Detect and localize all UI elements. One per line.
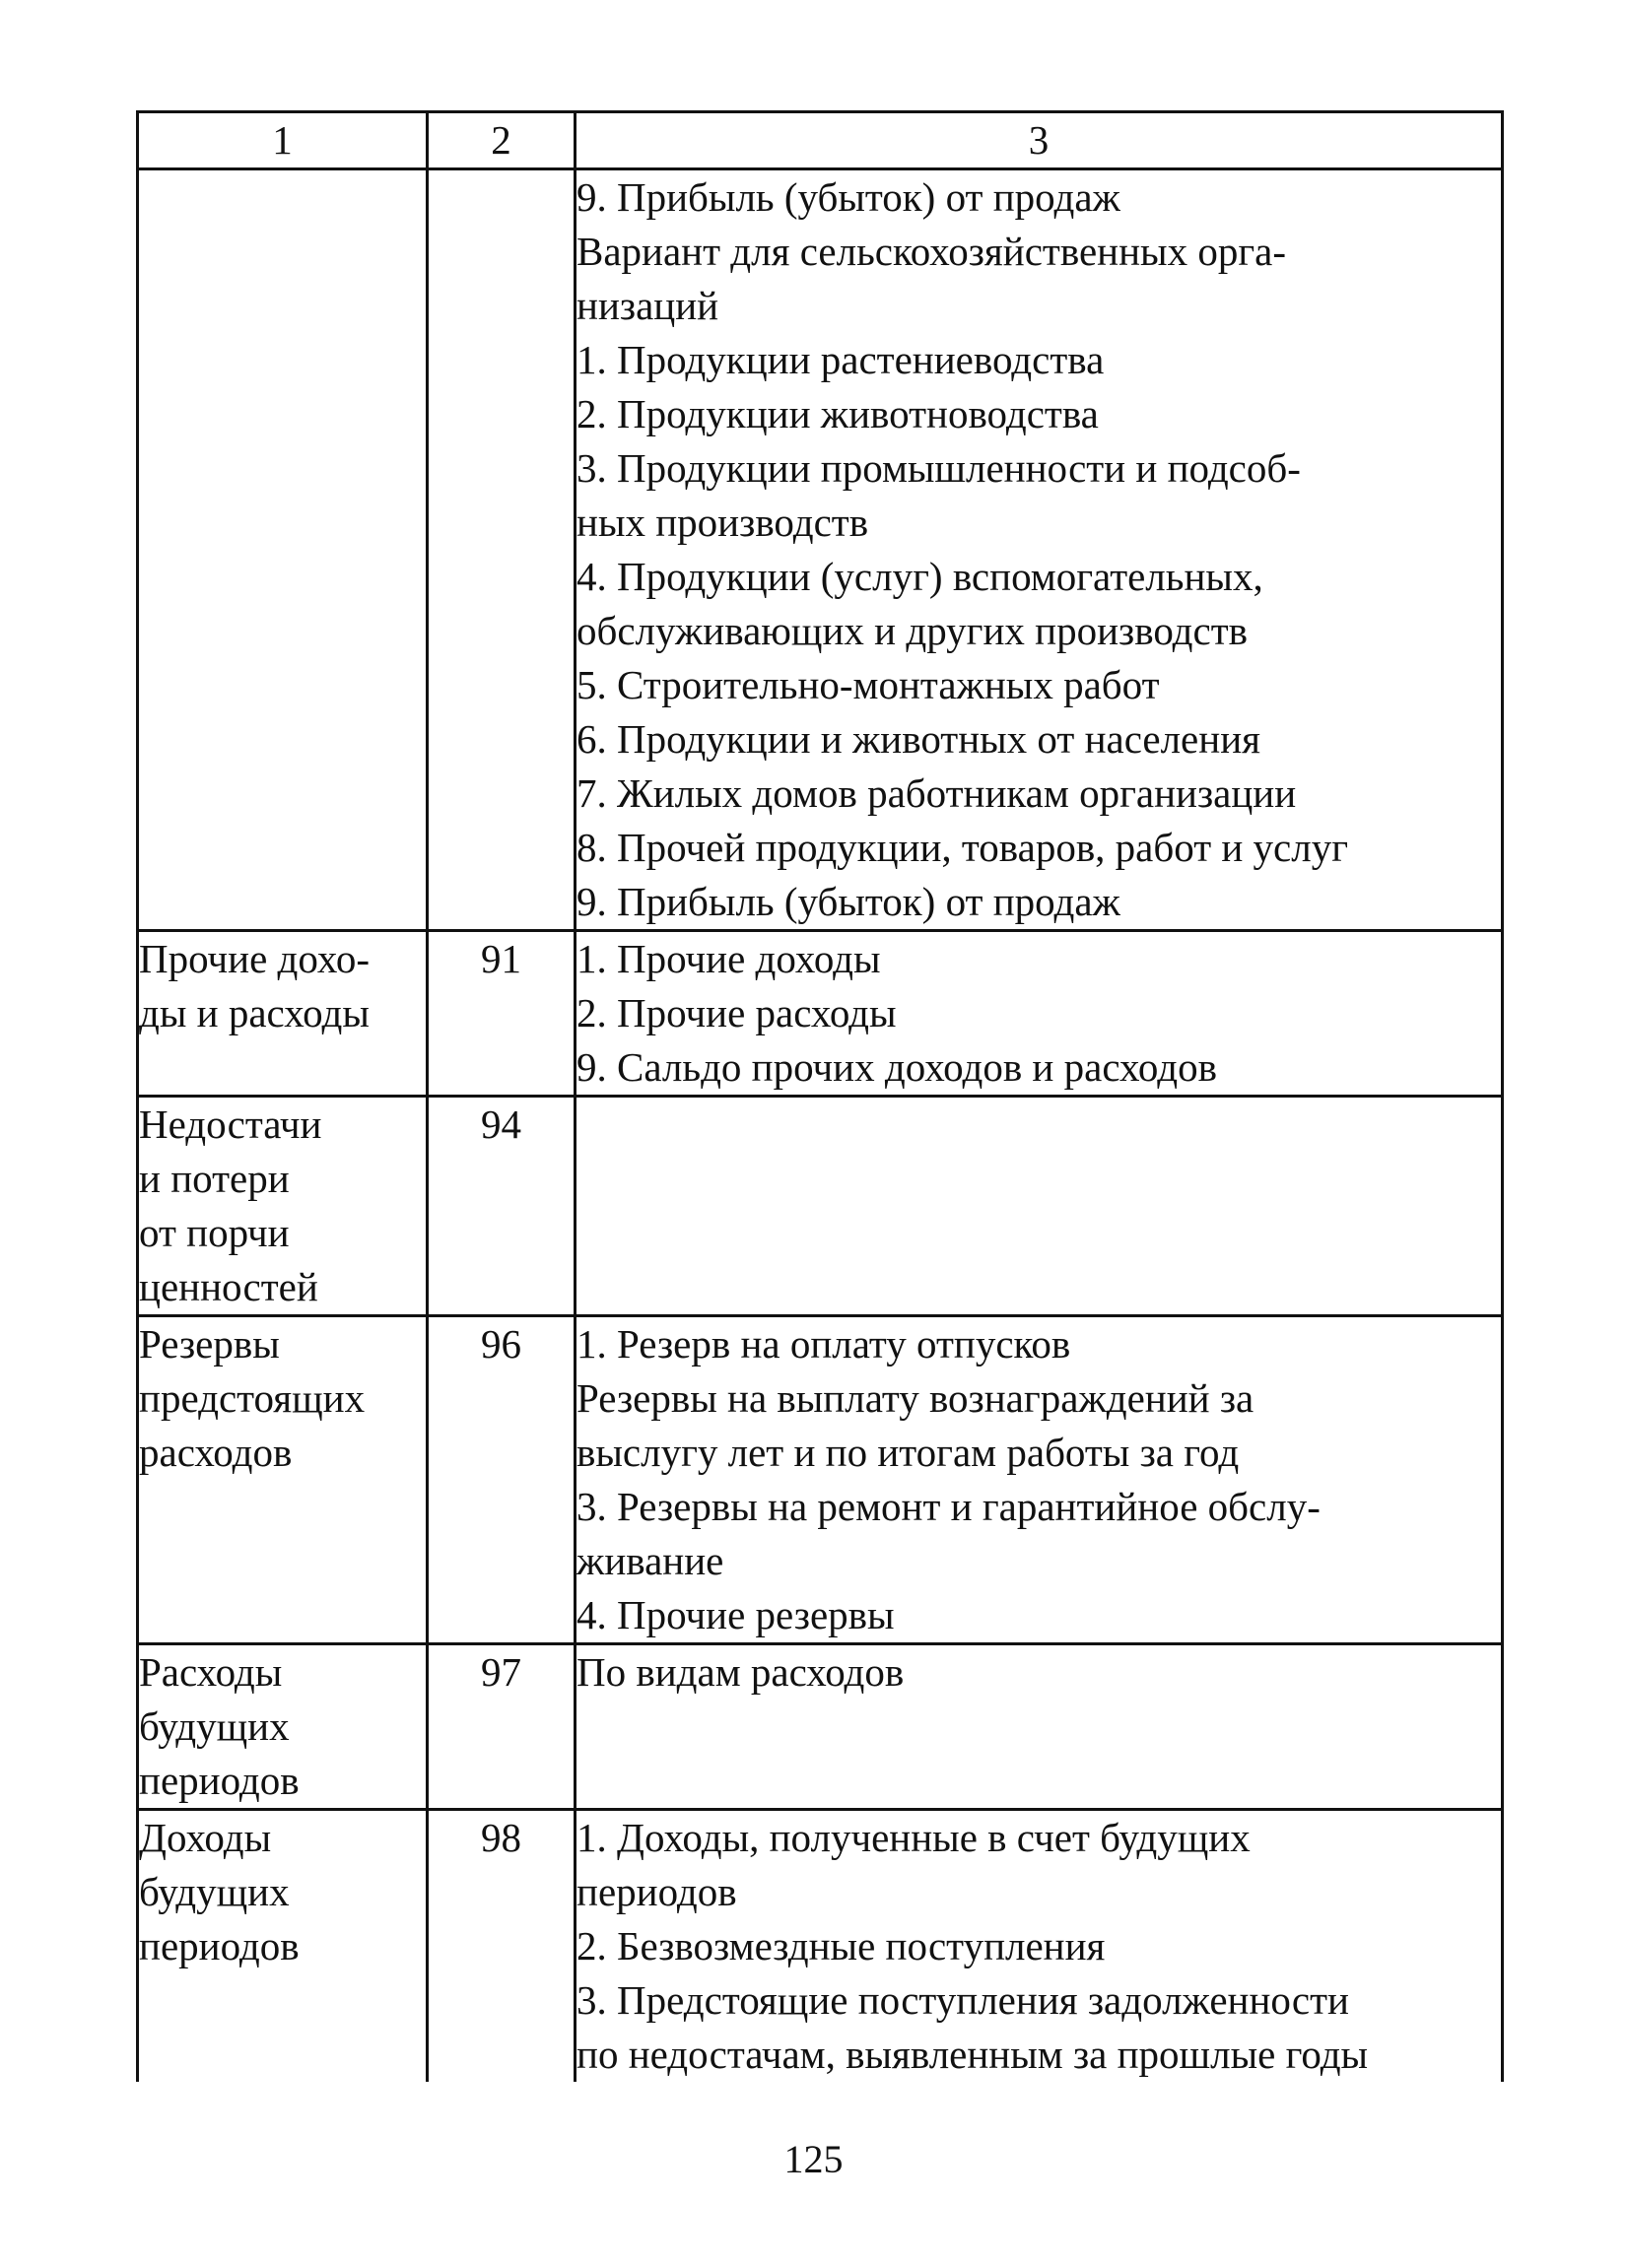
account-name-line: периодов [139, 1758, 300, 1803]
subaccount-line: 1. Доходы, полученные в счет будущих [576, 1815, 1251, 1860]
header-row [138, 112, 1503, 169]
subaccount-line: 4. Прочие резервы [576, 1592, 895, 1637]
accounts-table [136, 110, 1504, 2082]
account-name-line: ды и расходы [139, 990, 370, 1035]
subaccount-line: 2. Прочие расходы [576, 990, 897, 1035]
subaccount-line: 5. Строительно-монтажных работ [576, 662, 1160, 707]
subaccount-line: По видам расходов [576, 1649, 905, 1695]
account-code: 96 [428, 1316, 576, 1644]
account-name-line: будущих [139, 1703, 290, 1749]
column-header-2: 2 [428, 112, 576, 169]
subaccounts [576, 1810, 1503, 2083]
subaccount-line: 1. Резерв на оплату отпусков [576, 1321, 1071, 1367]
subaccount-line: 3. Продукции промышленности и подсоб- [576, 445, 1301, 491]
subaccounts [576, 931, 1503, 1097]
subaccount-line: 4. Продукции (услуг) вспомогательных, [576, 554, 1263, 599]
account-name-line: Прочие дохо- [139, 936, 370, 981]
account-name-line: ценностей [139, 1264, 318, 1309]
subaccount-line: низаций [576, 283, 719, 328]
account-name-line: предстоящих [139, 1375, 366, 1421]
account-name-line: и потери [139, 1156, 290, 1201]
account-name-line: расходов [139, 1430, 293, 1475]
page-number: 125 [783, 2137, 844, 2181]
subaccount-line: 9. Прибыль (убыток) от продаж [576, 174, 1120, 220]
subaccount-line: Вариант для сельскохозяйственных орга- [576, 229, 1287, 274]
subaccount-line: ных производств [576, 500, 869, 545]
subaccounts [576, 1644, 1503, 1810]
subaccounts [576, 1097, 1503, 1316]
account-name-line: Доходы [139, 1815, 272, 1860]
subaccount-line: 9. Прибыль (убыток) от продаж [576, 879, 1120, 924]
subaccount-line: выслугу лет и по итогам работы за год [576, 1430, 1240, 1475]
subaccount-line: 2. Безвозмездные поступления [576, 1923, 1106, 1968]
account-name-line: будущих [139, 1869, 290, 1914]
account-code: 94 [428, 1097, 576, 1316]
account-name [138, 1097, 428, 1316]
subaccount-line: по недостачам, выявленным за прошлые годы [576, 2032, 1369, 2077]
account-code [428, 169, 576, 931]
subaccount-line: обслуживающих и других производств [576, 608, 1248, 653]
subaccount-line: 8. Прочей продукции, товаров, работ и услуг [576, 825, 1349, 870]
table-row [138, 1097, 1503, 1316]
account-name-line: от порчи [139, 1210, 290, 1255]
account-code: 98 [428, 1810, 576, 2083]
subaccount-line: 6. Продукции и животных от населения [576, 716, 1260, 762]
account-name-line: Расходы [139, 1649, 283, 1695]
table-row [138, 169, 1503, 931]
account-name-line: Резервы [139, 1321, 280, 1367]
subaccount-line: 9. Сальдо прочих доходов и расходов [576, 1044, 1217, 1090]
account-name-line: периодов [139, 1923, 300, 1968]
subaccount-line: 1. Прочие доходы [576, 936, 881, 981]
table-row [138, 1644, 1503, 1810]
account-name [138, 1316, 428, 1644]
table-row [138, 1316, 1503, 1644]
column-header-3: 3 [576, 112, 1503, 169]
subaccount-line: 3. Предстоящие поступления задолженности [576, 1977, 1349, 2023]
account-name [138, 1810, 428, 2083]
subaccount-line: 1. Продукции растениеводства [576, 337, 1105, 382]
account-name-line: Недостачи [139, 1101, 322, 1147]
table-row [138, 1810, 1503, 2083]
subaccounts [576, 169, 1503, 931]
account-code: 91 [428, 931, 576, 1097]
account-code: 97 [428, 1644, 576, 1810]
table-row [138, 931, 1503, 1097]
subaccount-line: периодов [576, 1869, 737, 1914]
subaccount-line: 7. Жилых домов работникам организации [576, 770, 1297, 816]
subaccounts [576, 1316, 1503, 1644]
subaccount-line: 3. Резервы на ремонт и гарантийное обслу- [576, 1484, 1321, 1529]
account-name [138, 1644, 428, 1810]
subaccount-line: Резервы на выплату вознаграждений за [576, 1375, 1254, 1421]
column-header-1: 1 [138, 112, 428, 169]
subaccount-line: живание [576, 1538, 724, 1583]
subaccount-line: 2. Продукции животноводства [576, 391, 1099, 436]
account-name [138, 169, 428, 931]
account-name [138, 931, 428, 1097]
